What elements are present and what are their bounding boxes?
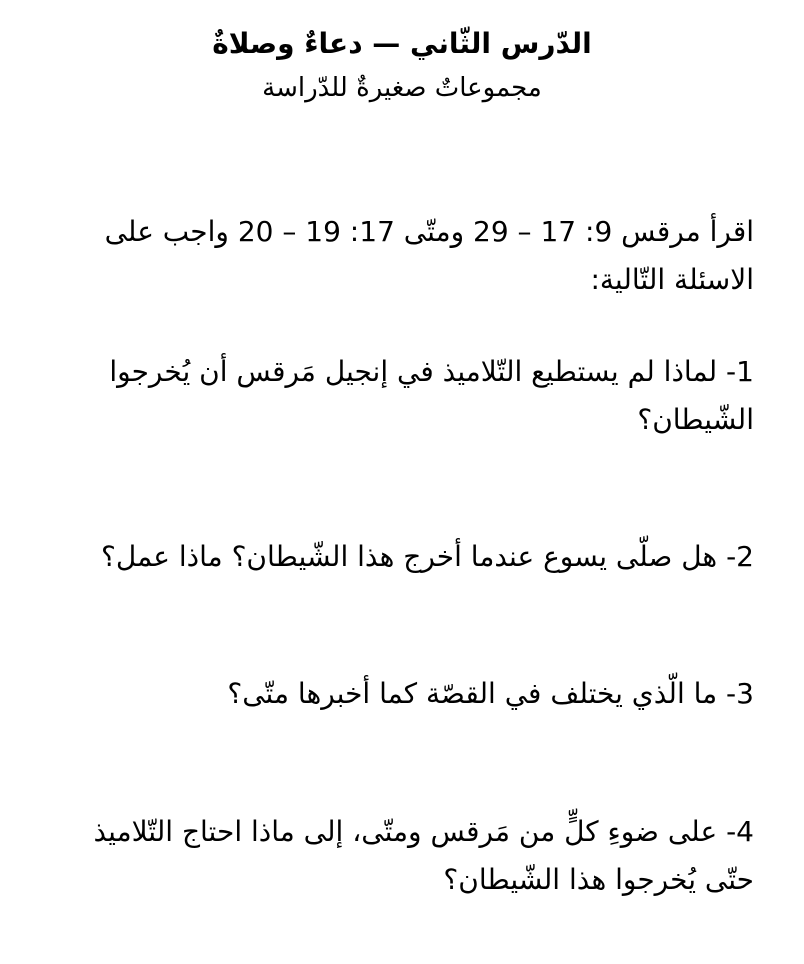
page-title: الدّرس الثّاني — دعاءٌ وصلاةٌ — [212, 27, 592, 60]
question-1: 1- لماذا لم يستطيع التّلاميذ في إنجيل مَرقس أن يُخرجوا الشّيطان؟ — [109, 355, 754, 436]
page-subtitle: مجموعاتٌ صغيرةٌ للدّراسة — [262, 73, 542, 103]
reading-instructions: اقرأ مرقس 9: 17 – 29 ومتّى 17: 19 – 20 واجب على الاسئلة التّالية: — [104, 215, 754, 296]
question-2: 2- هل صلّى يسوع عندما أخرج هذا الشّيطان؟ ماذا عمل؟ — [101, 540, 754, 573]
question-3: 3- ما الّذي يختلف في القصّة كما أخبرها متّى؟ — [227, 677, 754, 710]
page-header — [0, 22, 804, 110]
question-4: 4- على ضوءِ كلٍّ من مَرقس ومتّى، إلى ماذا احتاج التّلاميذ حتّى يُخرجوا هذا الشّيطان؟ — [93, 815, 754, 896]
